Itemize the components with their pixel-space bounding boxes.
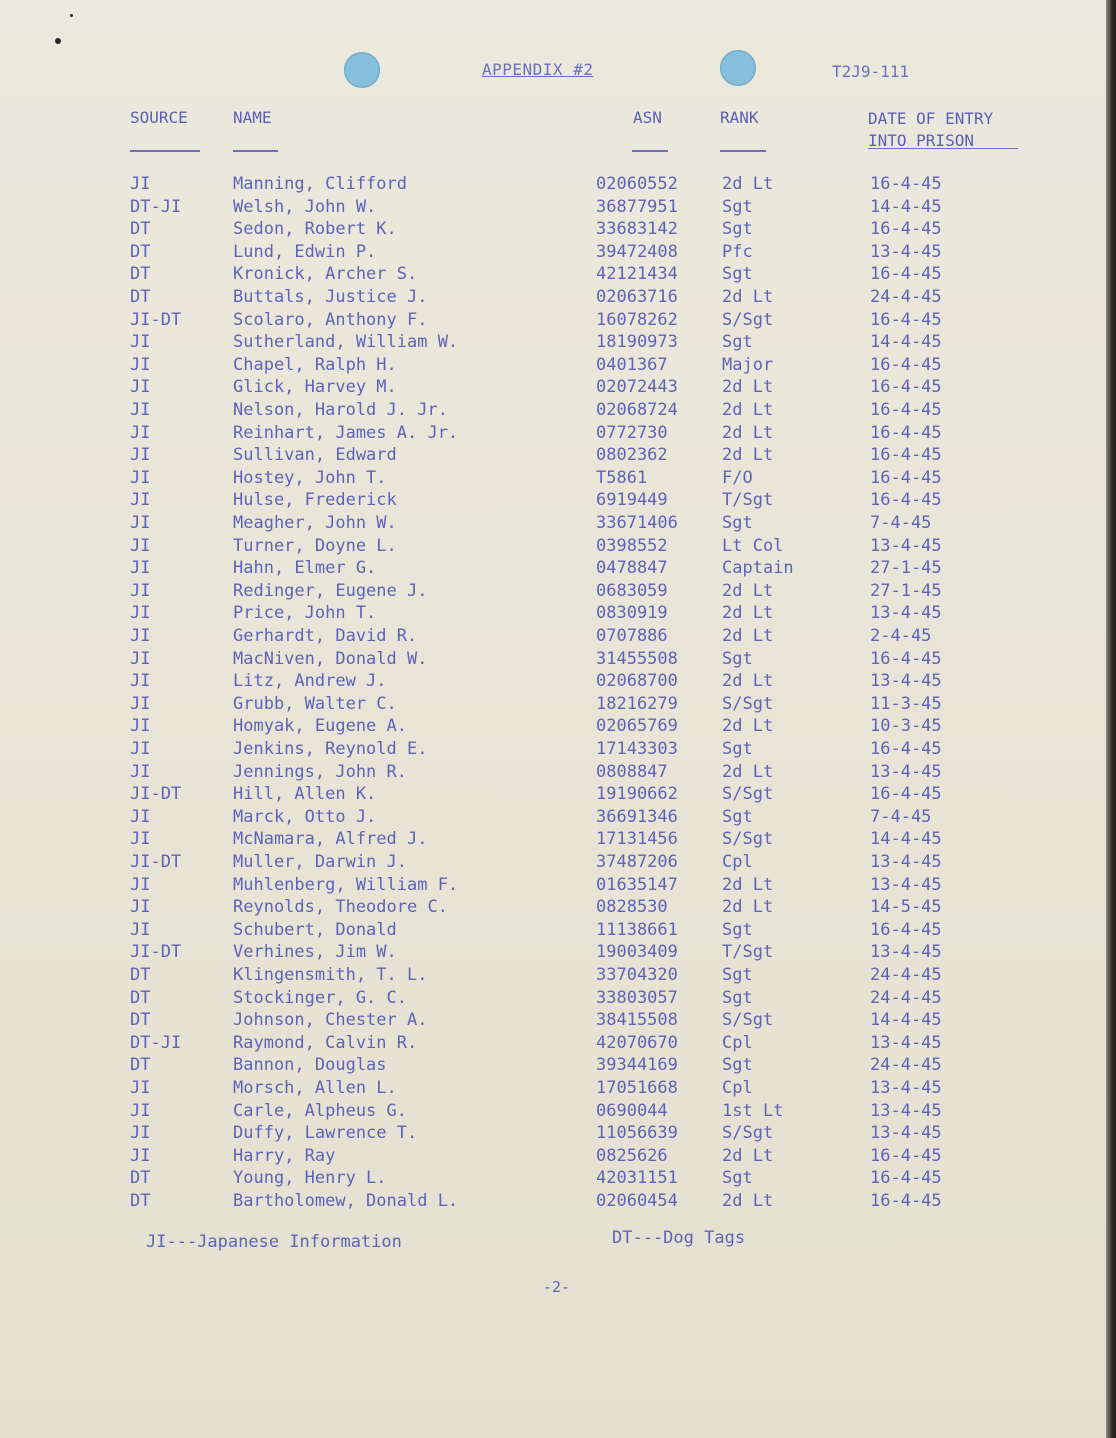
cell-asn: 11138661: [596, 919, 678, 940]
cell-name: Muller, Darwin J.: [233, 852, 407, 872]
cell-source: JI: [130, 490, 151, 511]
cell-rank: 2d Lt: [722, 897, 774, 918]
cell-name: Glick, Harvey M.: [233, 377, 397, 398]
cell-rank: T/Sgt: [722, 490, 774, 511]
cell-name: Muhlenberg, William F.: [233, 874, 459, 895]
cell-source: JI: [130, 1100, 151, 1121]
cell-asn: 39472408: [596, 241, 678, 262]
cell-name: MacNiven, Donald W.: [233, 648, 428, 669]
cell-asn: 02068700: [596, 671, 678, 692]
table-row: [0, 1168, 1100, 1190]
table-row: [0, 603, 1100, 625]
cell-rank: 2d Lt: [722, 580, 774, 601]
cell-source: JI: [130, 761, 151, 782]
cell-rank: Sgt: [722, 739, 753, 759]
cell-source: JI-DT: [130, 784, 182, 805]
cell-rank: 2d Lt: [722, 626, 774, 646]
cell-source: JI: [130, 1078, 151, 1098]
cell-entry-date: 27-1-45: [870, 580, 942, 601]
table-row: [0, 694, 1100, 716]
cell-asn: 18216279: [596, 693, 678, 714]
cell-asn: 0825626: [596, 1145, 668, 1166]
table-row: [0, 875, 1100, 897]
table-row: [0, 536, 1100, 558]
cell-entry-date: 13-4-45: [870, 603, 942, 624]
table-row: [0, 1033, 1100, 1055]
cell-name: Lund, Edwin P.: [233, 241, 377, 262]
cell-rank: 2d Lt: [722, 874, 774, 895]
cell-asn: 0478847: [596, 558, 668, 579]
cell-asn: 39344169: [596, 1055, 678, 1076]
cell-name: Johnson, Chester A.: [233, 1010, 428, 1031]
cell-asn: 0772730: [596, 422, 668, 443]
cell-entry-date: 14-4-45: [870, 1010, 942, 1031]
cell-rank: 2d Lt: [722, 716, 774, 737]
table-row: [0, 897, 1100, 919]
table-row: [0, 558, 1100, 580]
entry-date-underline: [868, 148, 1018, 149]
cell-rank: S/Sgt: [722, 309, 774, 330]
cell-source: JI-DT: [130, 942, 182, 963]
table-row: [0, 310, 1100, 332]
cell-name: McNamara, Alfred J.: [233, 829, 428, 850]
cell-entry-date: 14-5-45: [870, 897, 942, 918]
cell-entry-date: 13-4-45: [870, 942, 942, 963]
cell-entry-date: 16-4-45: [870, 264, 942, 285]
cell-entry-date: 16-4-45: [870, 784, 942, 805]
cell-entry-date: 13-4-45: [870, 1032, 942, 1053]
cell-rank: Sgt: [722, 806, 753, 827]
cell-rank: S/Sgt: [722, 1010, 774, 1031]
table-row: [0, 332, 1100, 354]
cell-asn: 0398552: [596, 535, 668, 556]
cell-entry-date: 13-4-45: [870, 1100, 942, 1121]
cell-source: DT: [130, 1191, 151, 1211]
cell-source: DT: [130, 1010, 151, 1031]
table-row: [0, 920, 1100, 942]
cell-rank: 2d Lt: [722, 377, 774, 398]
cell-entry-date: 16-4-45: [870, 1145, 942, 1166]
cell-name: Reinhart, James A. Jr.: [233, 422, 459, 443]
cell-entry-date: 16-4-45: [870, 467, 942, 488]
entry-date-header-line1: DATE OF ENTRY: [868, 109, 994, 128]
table-row: [0, 581, 1100, 603]
appendix-title: APPENDIX #2: [482, 60, 594, 79]
table-row: [0, 445, 1100, 467]
table-row: [0, 965, 1100, 987]
cell-asn: 38415508: [596, 1010, 678, 1031]
cell-asn: 0683059: [596, 580, 668, 601]
cell-source: JI: [130, 693, 151, 714]
cell-entry-date: 10-3-45: [870, 716, 942, 737]
cell-name: Manning, Clifford: [233, 174, 407, 194]
cell-entry-date: 7-4-45: [870, 806, 932, 827]
cell-asn: 02063716: [596, 287, 678, 307]
table-row: [0, 829, 1100, 851]
cell-rank: S/Sgt: [722, 693, 774, 714]
cell-entry-date: 2-4-45: [870, 626, 932, 646]
cell-source: DT: [130, 264, 151, 285]
cell-source: JI: [130, 829, 151, 850]
cell-name: Harry, Ray: [233, 1145, 336, 1166]
cell-rank: Sgt: [722, 648, 753, 669]
cell-name: Litz, Andrew J.: [233, 671, 387, 692]
cell-name: Redinger, Eugene J.: [233, 580, 428, 601]
column-header-rank: RANK: [720, 108, 759, 127]
cell-entry-date: 24-4-45: [870, 987, 942, 1008]
cell-rank: 2d Lt: [722, 174, 774, 194]
cell-rank: 2d Lt: [722, 671, 774, 692]
table-row: [0, 1191, 1100, 1213]
punch-hole-left: [344, 52, 380, 88]
cell-name: Verhines, Jim W.: [233, 942, 397, 963]
cell-entry-date: 24-4-45: [870, 965, 942, 985]
table-row: [0, 784, 1100, 806]
cell-asn: 19003409: [596, 942, 678, 963]
table-row: [0, 716, 1100, 738]
cell-name: Chapel, Ralph H.: [233, 354, 397, 375]
cell-name: Sullivan, Edward: [233, 445, 397, 466]
cell-asn: 01635147: [596, 874, 678, 895]
source-underline: [130, 150, 200, 152]
cell-name: Grubb, Walter C.: [233, 693, 397, 714]
cell-source: JI: [130, 580, 151, 601]
cell-rank: Sgt: [722, 219, 753, 240]
cell-entry-date: 13-4-45: [870, 874, 942, 895]
cell-source: JI: [130, 422, 151, 443]
cell-source: JI: [130, 603, 151, 624]
cell-name: Homyak, Eugene A.: [233, 716, 407, 737]
cell-entry-date: 13-4-45: [870, 535, 942, 556]
cell-entry-date: 11-3-45: [870, 693, 942, 714]
cell-asn: 17143303: [596, 739, 678, 759]
table-row: [0, 197, 1100, 219]
cell-name: Jennings, John R.: [233, 761, 407, 782]
cell-asn: 0830919: [596, 603, 668, 624]
cell-source: JI: [130, 648, 151, 669]
cell-entry-date: 16-4-45: [870, 400, 942, 420]
cell-source: JI: [130, 354, 151, 375]
cell-rank: Sgt: [722, 919, 753, 940]
cell-asn: 42031151: [596, 1168, 678, 1189]
cell-asn: 02060552: [596, 174, 678, 194]
cell-rank: Sgt: [722, 987, 753, 1008]
cell-name: Stockinger, G. C.: [233, 987, 407, 1008]
cell-source: JI: [130, 874, 151, 895]
name-underline: [233, 150, 278, 152]
table-row: [0, 423, 1100, 445]
table-row: [0, 739, 1100, 761]
cell-asn: 42070670: [596, 1032, 678, 1053]
cell-source: JI: [130, 626, 151, 646]
table-row: [0, 807, 1100, 829]
cell-rank: Cpl: [722, 852, 753, 872]
cell-name: Price, John T.: [233, 603, 377, 624]
cell-rank: 2d Lt: [722, 1145, 774, 1166]
cell-asn: 02060454: [596, 1191, 678, 1211]
table-row: [0, 1146, 1100, 1168]
cell-name: Welsh, John W.: [233, 196, 377, 217]
cell-source: JI: [130, 513, 151, 533]
page-edge-shadow: [1106, 0, 1116, 1438]
cell-name: Bartholomew, Donald L.: [233, 1191, 459, 1211]
cell-name: Hulse, Frederick: [233, 490, 397, 511]
cell-name: Gerhardt, David R.: [233, 626, 418, 646]
paper-speck: [70, 14, 73, 17]
cell-asn: 19190662: [596, 784, 678, 805]
table-row: [0, 264, 1100, 286]
legend-dt: DT---Dog Tags: [612, 1228, 746, 1248]
cell-name: Morsch, Allen L.: [233, 1078, 397, 1098]
table-row: [0, 762, 1100, 784]
cell-asn: 37487206: [596, 852, 678, 872]
cell-entry-date: 13-4-45: [870, 241, 942, 262]
cell-rank: 2d Lt: [722, 445, 774, 466]
cell-entry-date: 16-4-45: [870, 309, 942, 330]
cell-rank: Major: [722, 354, 774, 375]
cell-asn: 18190973: [596, 332, 678, 353]
cell-entry-date: 13-4-45: [870, 852, 942, 872]
cell-entry-date: 24-4-45: [870, 1055, 942, 1076]
cell-entry-date: 24-4-45: [870, 287, 942, 307]
cell-rank: 1st Lt: [722, 1100, 784, 1121]
cell-rank: Cpl: [722, 1078, 753, 1098]
legend-ji: JI---Japanese Information: [146, 1232, 402, 1252]
cell-name: Marck, Otto J.: [233, 806, 377, 827]
punch-hole-right: [720, 50, 756, 86]
cell-rank: Sgt: [722, 1168, 753, 1189]
cell-rank: Sgt: [722, 332, 753, 353]
cell-asn: 0707886: [596, 626, 668, 646]
cell-rank: 2d Lt: [722, 603, 774, 624]
cell-rank: Pfc: [722, 241, 753, 262]
cell-name: Sutherland, William W.: [233, 332, 459, 353]
cell-asn: 0690044: [596, 1100, 668, 1121]
cell-entry-date: 16-4-45: [870, 1191, 942, 1211]
cell-name: Meagher, John W.: [233, 513, 397, 533]
cell-entry-date: 14-4-45: [870, 829, 942, 850]
cell-entry-date: 16-4-45: [870, 445, 942, 466]
cell-rank: Sgt: [722, 196, 753, 217]
cell-entry-date: 16-4-45: [870, 490, 942, 511]
cell-source: JI: [130, 467, 151, 488]
cell-rank: S/Sgt: [722, 829, 774, 850]
cell-rank: Sgt: [722, 1055, 753, 1076]
cell-name: Raymond, Calvin R.: [233, 1032, 418, 1053]
cell-rank: S/Sgt: [722, 1123, 774, 1144]
cell-entry-date: 16-4-45: [870, 354, 942, 375]
cell-source: JI: [130, 445, 151, 466]
cell-entry-date: 14-4-45: [870, 332, 942, 353]
cell-source: JI: [130, 535, 151, 556]
cell-rank: 2d Lt: [722, 422, 774, 443]
cell-rank: Captain: [722, 558, 794, 579]
cell-name: Jenkins, Reynold E.: [233, 739, 428, 759]
cell-entry-date: 16-4-45: [870, 1168, 942, 1189]
cell-asn: 33704320: [596, 965, 678, 985]
cell-source: DT-JI: [130, 1032, 182, 1053]
cell-source: JI: [130, 377, 151, 398]
cell-name: Kronick, Archer S.: [233, 264, 418, 285]
cell-name: Carle, Alpheus G.: [233, 1100, 407, 1121]
cell-source: DT: [130, 987, 151, 1008]
cell-name: Hill, Allen K.: [233, 784, 377, 805]
table-row: [0, 174, 1100, 196]
cell-rank: S/Sgt: [722, 784, 774, 805]
cell-asn: 36691346: [596, 806, 678, 827]
cell-asn: 6919449: [596, 490, 668, 511]
cell-source: JI: [130, 1145, 151, 1166]
table-row: [0, 649, 1100, 671]
cell-entry-date: 13-4-45: [870, 1078, 942, 1098]
cell-source: JI: [130, 1123, 151, 1144]
cell-entry-date: 16-4-45: [870, 174, 942, 194]
cell-rank: F/O: [722, 467, 753, 488]
cell-rank: 2d Lt: [722, 761, 774, 782]
cell-entry-date: 13-4-45: [870, 1123, 942, 1144]
cell-entry-date: 16-4-45: [870, 422, 942, 443]
cell-asn: 36877951: [596, 196, 678, 217]
table-row: [0, 942, 1100, 964]
table-row: [0, 242, 1100, 264]
cell-source: DT: [130, 219, 151, 240]
cell-entry-date: 7-4-45: [870, 513, 932, 533]
cell-name: Hahn, Elmer G.: [233, 558, 377, 579]
cell-entry-date: 16-4-45: [870, 219, 942, 240]
cell-asn: 17131456: [596, 829, 678, 850]
table-row: [0, 355, 1100, 377]
cell-entry-date: 16-4-45: [870, 648, 942, 669]
cell-source: DT: [130, 1168, 151, 1189]
cell-asn: 16078262: [596, 309, 678, 330]
page-number: -2-: [543, 1278, 571, 1296]
table-row: [0, 1010, 1100, 1032]
cell-source: JI-DT: [130, 852, 182, 872]
cell-rank: Sgt: [722, 264, 753, 285]
cell-asn: 0828530: [596, 897, 668, 918]
cell-entry-date: 27-1-45: [870, 558, 942, 579]
cell-rank: T/Sgt: [722, 942, 774, 963]
cell-rank: 2d Lt: [722, 287, 774, 307]
column-header-source: SOURCE: [130, 108, 188, 127]
cell-source: JI: [130, 897, 151, 918]
cell-entry-date: 13-4-45: [870, 761, 942, 782]
column-header-entry-date: [868, 108, 993, 152]
cell-source: JI: [130, 739, 151, 759]
cell-asn: 33683142: [596, 219, 678, 240]
table-row: [0, 287, 1100, 309]
table-row: [0, 219, 1100, 241]
cell-asn: T5861: [596, 467, 648, 488]
cell-name: Nelson, Harold J. Jr.: [233, 400, 448, 420]
table-row: [0, 400, 1100, 422]
cell-name: Schubert, Donald: [233, 919, 397, 940]
table-row: [0, 490, 1100, 512]
cell-asn: 33671406: [596, 513, 678, 533]
cell-name: Sedon, Robert K.: [233, 219, 397, 240]
cell-rank: Lt Col: [722, 535, 784, 556]
cell-asn: 33803057: [596, 987, 678, 1008]
cell-entry-date: 16-4-45: [870, 919, 942, 940]
cell-source: JI: [130, 332, 151, 353]
cell-entry-date: 16-4-45: [870, 377, 942, 398]
cell-source: JI: [130, 400, 151, 420]
cell-asn: 0401367: [596, 354, 668, 375]
cell-rank: Cpl: [722, 1032, 753, 1053]
column-header-asn: ASN: [633, 108, 662, 127]
paper-speck: [55, 38, 61, 44]
cell-source: DT: [130, 241, 151, 262]
table-row: [0, 377, 1100, 399]
cell-source: JI: [130, 174, 151, 194]
cell-source: DT-JI: [130, 196, 182, 217]
column-header-name: NAME: [233, 108, 272, 127]
cell-source: DT: [130, 287, 151, 307]
cell-asn: 42121434: [596, 264, 678, 285]
cell-rank: 2d Lt: [722, 400, 774, 420]
cell-asn: 02065769: [596, 716, 678, 737]
table-row: [0, 1123, 1100, 1145]
cell-asn: 0808847: [596, 761, 668, 782]
cell-name: Young, Henry L.: [233, 1168, 387, 1189]
table-row: [0, 671, 1100, 693]
cell-source: JI: [130, 558, 151, 579]
cell-name: Duffy, Lawrence T.: [233, 1123, 418, 1144]
cell-name: Reynolds, Theodore C.: [233, 897, 448, 918]
cell-rank: Sgt: [722, 965, 753, 985]
cell-asn: 17051668: [596, 1078, 678, 1098]
cell-name: Klingensmith, T. L.: [233, 965, 428, 985]
cell-entry-date: 13-4-45: [870, 671, 942, 692]
cell-asn: 31455508: [596, 648, 678, 669]
table-row: [0, 1101, 1100, 1123]
cell-asn: 0802362: [596, 445, 668, 466]
cell-source: DT: [130, 1055, 151, 1076]
cell-name: Bannon, Douglas: [233, 1055, 387, 1076]
document-reference: T2J9-111: [832, 62, 910, 81]
cell-entry-date: 14-4-45: [870, 196, 942, 217]
table-row: [0, 852, 1100, 874]
cell-entry-date: 16-4-45: [870, 739, 942, 759]
table-row: [0, 513, 1100, 535]
cell-source: JI: [130, 716, 151, 737]
rank-underline: [720, 150, 766, 152]
cell-name: Buttals, Justice J.: [233, 287, 428, 307]
cell-source: DT: [130, 965, 151, 985]
cell-source: JI: [130, 806, 151, 827]
cell-rank: 2d Lt: [722, 1191, 774, 1211]
asn-underline: [632, 150, 668, 152]
table-row: [0, 626, 1100, 648]
cell-name: Turner, Doyne L.: [233, 535, 397, 556]
entry-date-header-line2: INTO PRISON: [868, 131, 974, 150]
cell-source: JI-DT: [130, 309, 182, 330]
table-row: [0, 988, 1100, 1010]
cell-source: JI: [130, 671, 151, 692]
table-row: [0, 1078, 1100, 1100]
cell-source: JI: [130, 919, 151, 940]
cell-asn: 02068724: [596, 400, 678, 420]
cell-asn: 02072443: [596, 377, 678, 398]
cell-asn: 11056639: [596, 1123, 678, 1144]
cell-name: Scolaro, Anthony F.: [233, 309, 428, 330]
cell-name: Hostey, John T.: [233, 467, 387, 488]
table-row: [0, 468, 1100, 490]
table-row: [0, 1055, 1100, 1077]
cell-rank: Sgt: [722, 513, 753, 533]
